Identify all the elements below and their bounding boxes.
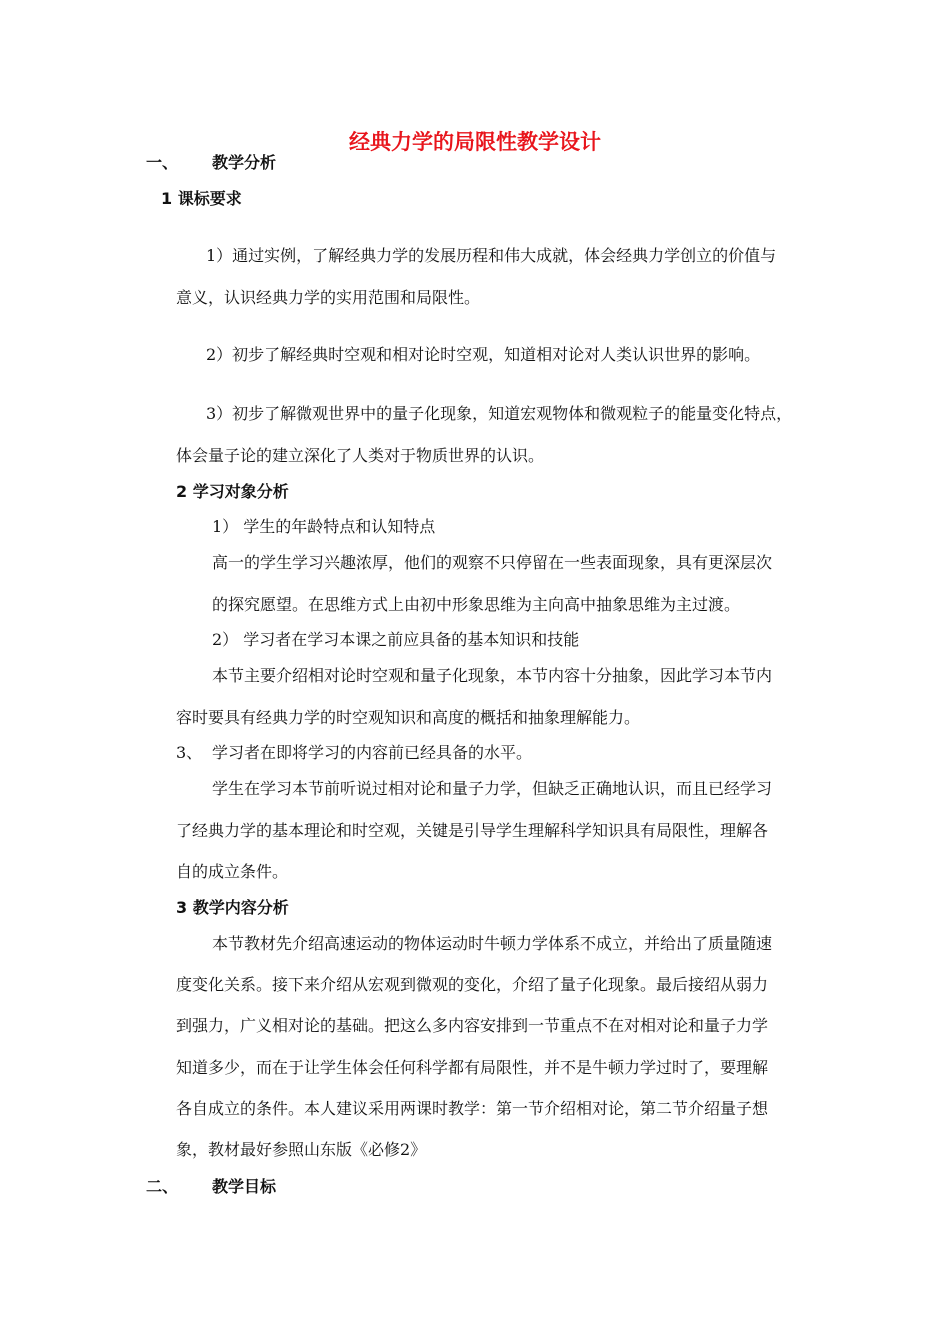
learner-item-2-line-1: 本节主要介绍相对论时空观和量子化现象，本节内容十分抽象，因此学习本节内 bbox=[212, 666, 773, 685]
content-line-3: 到强力，广义相对论的基础。把这么多内容安排到一节重点不在对相对论和量子力学 bbox=[176, 1016, 769, 1035]
learner-item-3-number: 3、 bbox=[176, 743, 203, 762]
requirement-2: 2）初步了解经典时空观和相对论时空观，知道相对论对人类认识世界的影响。 bbox=[206, 345, 761, 364]
subsection-1-title: 1 课标要求 bbox=[161, 189, 242, 208]
section-2-title: 教学目标 bbox=[212, 1177, 277, 1196]
learner-item-1: 1） 学生的年龄特点和认知特点 bbox=[212, 517, 436, 536]
content-line-2: 度变化关系。接下来介绍从宏观到微观的变化，介绍了量子化现象。最后接绍从弱力 bbox=[176, 975, 769, 994]
learner-item-1-line-2: 的探究愿望。在思维方式上由初中形象思维为主向高中抽象思维为主过渡。 bbox=[212, 595, 741, 614]
section-2-number: 二、 bbox=[146, 1177, 179, 1196]
content-line-1: 本节教材先介绍高速运动的物体运动时牛顿力学体系不成立，并给出了质量随速 bbox=[212, 934, 773, 953]
requirement-3-line-2: 体会量子论的建立深化了人类对于物质世界的认识。 bbox=[176, 446, 545, 465]
learner-item-3-line-2: 了经典力学的基本理论和时空观，关键是引导学生理解科学知识具有局限性，理解各 bbox=[176, 821, 769, 840]
learner-item-1-line-1: 高一的学生学习兴趣浓厚，他们的观察不只停留在一些表面现象，具有更深层次 bbox=[212, 553, 773, 572]
content-line-4: 知道多少，而在于让学生体会任何科学都有局限性，并不是牛顿力学过时了，要理解 bbox=[176, 1058, 769, 1077]
content-line-6: 象，教材最好参照山东版《必修2》 bbox=[176, 1140, 427, 1159]
requirement-1-line-1: 1）通过实例，了解经典力学的发展历程和伟大成就，体会经典力学创立的价值与 bbox=[206, 246, 777, 265]
section-1-title: 教学分析 bbox=[212, 153, 277, 172]
learner-item-3: 学习者在即将学习的内容前已经具备的水平。 bbox=[212, 743, 533, 762]
requirement-1-line-2: 意义，认识经典力学的实用范围和局限性。 bbox=[176, 288, 481, 307]
learner-item-2: 2） 学习者在学习本课之前应具备的基本知识和技能 bbox=[212, 630, 580, 649]
section-1-number: 一、 bbox=[146, 153, 179, 172]
learner-item-3-line-1: 学生在学习本节前听说过相对论和量子力学，但缺乏正确地认识，而且已经学习 bbox=[212, 779, 773, 798]
subsection-3-title: 3 教学内容分析 bbox=[176, 898, 289, 917]
document-title: 经典力学的局限性教学设计 bbox=[349, 130, 601, 154]
learner-item-2-line-2: 容时要具有经典力学的时空观知识和高度的概括和抽象理解能力。 bbox=[176, 708, 641, 727]
subsection-2-title: 2 学习对象分析 bbox=[176, 482, 289, 501]
content-line-5: 各自成立的条件。本人建议采用两课时教学：第一节介绍相对论，第二节介绍量子想 bbox=[176, 1099, 769, 1118]
requirement-3-line-1: 3）初步了解微观世界中的量子化现象，知道宏观物体和微观粒子的能量变化特点， bbox=[206, 404, 793, 423]
learner-item-3-line-3: 自的成立条件。 bbox=[176, 862, 289, 881]
